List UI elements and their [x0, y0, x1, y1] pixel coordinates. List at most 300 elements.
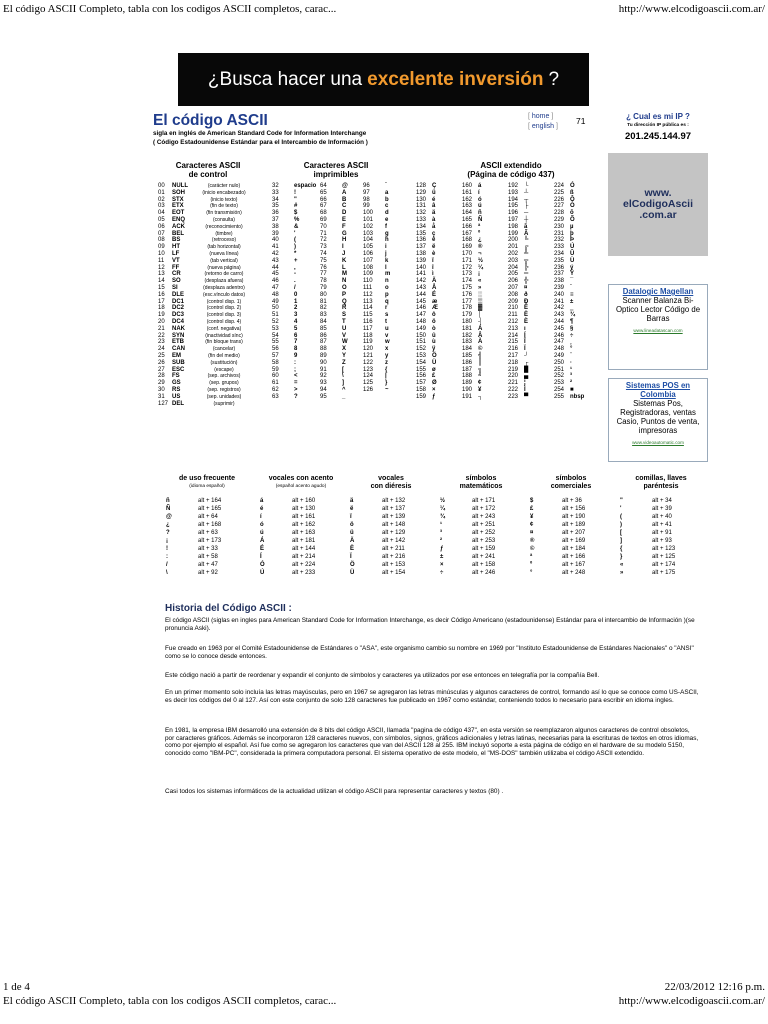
char-row	[416, 210, 456, 217]
char-description: (control disp. 3)	[206, 312, 242, 319]
char-code: 58	[272, 359, 279, 366]
char-glyph: Õ	[570, 216, 575, 223]
char-code: 129	[416, 189, 427, 196]
char-glyph: CR	[172, 271, 181, 278]
char-row	[508, 251, 548, 258]
printable-chars-header: Caracteres ASCII imprimibles	[303, 161, 369, 179]
char-glyph: )	[294, 244, 296, 251]
usage-row	[344, 505, 438, 513]
char-row	[363, 360, 403, 367]
extended-col-3	[508, 183, 548, 401]
home-link[interactable]: home	[531, 113, 550, 120]
char-description: (control disp. 2)	[206, 305, 242, 312]
char-code: 82	[320, 305, 327, 312]
char-glyph: »	[478, 284, 482, 291]
char-row	[158, 278, 268, 285]
char-row	[508, 278, 548, 285]
char-row	[158, 373, 268, 380]
char-code: 86	[320, 332, 327, 339]
usage-row	[160, 569, 254, 577]
print-header-title: El código ASCII Completo, tabla con los codigos ASCII completos, carac...	[3, 3, 337, 15]
char-row	[363, 224, 403, 231]
char-glyph: Ï	[524, 346, 526, 353]
char-row	[462, 183, 502, 190]
char-row	[554, 285, 604, 292]
char-code: 116	[363, 318, 373, 325]
usage-row	[254, 569, 348, 577]
char-row	[272, 319, 312, 326]
char-row	[272, 203, 312, 210]
char-code: 37	[272, 216, 279, 223]
char-glyph: ¸	[570, 339, 572, 346]
char-glyph: «	[478, 278, 482, 285]
char-row	[363, 237, 403, 244]
ad-title[interactable]: Sistemas POS en Colombia	[625, 381, 691, 399]
char-glyph: }	[385, 380, 388, 387]
char-code: 127	[158, 400, 169, 407]
char-glyph: f	[385, 223, 387, 230]
char-row	[462, 312, 502, 319]
site-logo-box[interactable]	[608, 153, 708, 256]
char-row	[272, 258, 312, 265]
usage-row	[160, 521, 254, 529]
usage-glyph: ä	[350, 498, 354, 504]
char-row	[508, 292, 548, 299]
char-row	[158, 346, 268, 353]
usage-glyph: ]	[620, 538, 622, 544]
usage-row	[524, 569, 618, 577]
char-glyph: h	[385, 237, 389, 244]
char-code: 184	[462, 346, 473, 353]
char-row	[416, 183, 456, 190]
char-code: 112	[363, 291, 373, 298]
char-code: 61	[272, 380, 279, 387]
char-code: 63	[272, 393, 279, 400]
char-code: 188	[462, 373, 473, 380]
usage-keycode: alt + 130	[292, 506, 316, 512]
char-code: 198	[508, 223, 519, 230]
char-row	[272, 373, 312, 380]
char-code: 157	[416, 380, 427, 387]
char-row	[462, 373, 502, 380]
char-code: 154	[416, 359, 427, 366]
char-row	[272, 285, 312, 292]
char-code: 189	[462, 380, 473, 387]
char-glyph: :	[294, 359, 296, 366]
char-glyph: !	[294, 189, 296, 196]
char-glyph: ¾	[570, 312, 576, 319]
char-code: 03	[158, 203, 165, 210]
char-row	[363, 312, 403, 319]
char-glyph: FS	[172, 373, 180, 380]
char-row	[158, 401, 268, 408]
char-row	[158, 224, 268, 231]
usage-keycode: alt + 243	[472, 514, 496, 520]
char-glyph: Ý	[570, 271, 575, 278]
char-glyph: P	[342, 291, 347, 298]
usage-row	[614, 545, 708, 553]
char-glyph: w	[385, 339, 390, 346]
char-glyph: l	[385, 264, 387, 271]
char-glyph: nbsp	[570, 393, 585, 400]
char-row	[363, 197, 403, 204]
printable-col-3	[363, 183, 403, 394]
char-code: 59	[272, 366, 279, 373]
char-row	[363, 326, 403, 333]
char-row	[320, 203, 360, 210]
usage-glyph: ƒ	[440, 546, 444, 552]
char-code: 49	[272, 298, 279, 305]
usage-glyph: ®	[530, 538, 535, 544]
char-code: 110	[363, 278, 373, 285]
control-chars-table	[158, 183, 268, 407]
char-row	[554, 333, 604, 340]
char-code: 251	[554, 366, 565, 373]
char-description: (fin de texto)	[210, 203, 238, 210]
char-code: 23	[158, 339, 165, 346]
char-row	[158, 305, 268, 312]
side-ad-datalogic[interactable]	[608, 284, 708, 370]
char-row	[363, 380, 403, 387]
char-row	[416, 339, 456, 346]
char-code: 44	[272, 264, 279, 271]
usage-keycode: alt + 211	[382, 546, 405, 552]
char-row	[554, 292, 604, 299]
ad-banner[interactable]	[178, 53, 589, 106]
usage-keycode: alt + 137	[382, 506, 406, 512]
usage-glyph: ©	[530, 546, 535, 552]
char-glyph: %	[294, 216, 300, 223]
char-row	[320, 305, 360, 312]
char-row	[320, 237, 360, 244]
control-chars-header: Caracteres ASCII de control	[175, 161, 241, 179]
char-glyph: ╔	[524, 244, 529, 251]
char-code: 47	[272, 284, 279, 291]
char-glyph: j	[385, 250, 387, 257]
char-description: (escape)	[214, 366, 234, 373]
char-glyph: Ò	[570, 203, 575, 210]
char-code: 152	[416, 346, 427, 353]
char-code: 140	[416, 264, 427, 271]
char-glyph: ó	[478, 196, 482, 203]
char-glyph: ■	[570, 386, 574, 393]
char-glyph: Ã	[524, 230, 529, 237]
char-row	[462, 380, 502, 387]
char-code: 99	[363, 203, 370, 210]
char-glyph: N	[342, 278, 347, 285]
char-description: (cancelar)	[212, 346, 236, 353]
char-glyph: T	[342, 318, 346, 325]
char-glyph: è	[432, 250, 436, 257]
usage-group-subtitle: (idioma español)	[189, 483, 225, 489]
char-row	[320, 231, 360, 238]
char-glyph: @	[342, 183, 348, 189]
char-row	[508, 210, 548, 217]
char-code: 186	[462, 359, 473, 366]
char-code: 153	[416, 352, 427, 359]
usage-keycode: alt + 174	[652, 562, 676, 568]
char-row	[158, 231, 268, 238]
char-glyph: D	[342, 210, 347, 217]
char-glyph: LF	[172, 250, 180, 257]
usage-row	[344, 553, 438, 561]
char-row	[272, 346, 312, 353]
char-code: 11	[158, 257, 165, 264]
usage-glyph: ó	[260, 522, 264, 528]
char-code: 242	[554, 305, 565, 312]
char-glyph: ┐	[478, 393, 483, 400]
char-description: (fin del medio)	[208, 352, 240, 359]
char-code: 16	[158, 291, 165, 298]
char-glyph: DC1	[172, 298, 185, 305]
char-row	[320, 292, 360, 299]
char-code: 150	[416, 332, 427, 339]
char-code: 46	[272, 278, 279, 285]
char-glyph: ò	[432, 325, 436, 332]
char-row	[462, 292, 502, 299]
char-row	[554, 210, 604, 217]
char-code: 166	[462, 223, 473, 230]
char-row	[416, 373, 456, 380]
char-code: 216	[508, 346, 519, 353]
char-glyph: ö	[432, 318, 436, 325]
usage-row	[160, 553, 254, 561]
usage-keycode: alt + 41	[652, 522, 672, 528]
char-row	[272, 224, 312, 231]
char-glyph: ┴	[524, 189, 529, 196]
usage-row	[614, 497, 708, 505]
char-code: 253	[554, 380, 565, 387]
usage-keycode: alt + 156	[562, 506, 586, 512]
char-row	[554, 251, 604, 258]
char-glyph: ╦	[524, 257, 529, 264]
char-code: 247	[554, 339, 565, 346]
char-glyph: ü	[432, 189, 436, 196]
char-code: 54	[272, 332, 279, 339]
char-row	[158, 339, 268, 346]
char-row	[508, 360, 548, 367]
usage-row	[254, 537, 348, 545]
char-code: 02	[158, 196, 165, 203]
char-description: (inicio texto)	[210, 196, 238, 203]
char-row	[508, 190, 548, 197]
char-code: 95	[320, 393, 327, 400]
usage-row	[254, 497, 348, 505]
char-code: 122	[363, 359, 374, 366]
char-row	[416, 203, 456, 210]
char-code: 149	[416, 325, 427, 332]
char-glyph: ¶	[570, 318, 574, 325]
char-code: 160	[462, 183, 473, 189]
char-code: 147	[416, 312, 427, 319]
char-glyph: DC3	[172, 312, 185, 319]
char-code: 224	[554, 183, 565, 189]
char-glyph: VT	[172, 257, 180, 264]
usage-keycode: alt + 253	[472, 538, 496, 544]
char-glyph: ╣	[478, 352, 483, 359]
char-glyph: ÷	[570, 332, 574, 339]
char-description: (suprimir)	[213, 400, 235, 407]
char-code: 155	[416, 366, 427, 373]
char-row	[320, 387, 360, 394]
english-link[interactable]: english	[531, 123, 555, 130]
char-row	[272, 278, 312, 285]
usage-glyph: ¾	[440, 514, 446, 520]
char-row	[272, 244, 312, 251]
char-code: 192	[508, 183, 519, 189]
char-row	[508, 367, 548, 374]
banner-text: ¿Busca hacer una	[207, 68, 363, 90]
ad-url[interactable]: www.lineadatascan.com	[633, 328, 683, 333]
usage-keycode: alt + 241	[472, 554, 496, 560]
char-code: 75	[320, 257, 327, 264]
char-code: 18	[158, 305, 165, 312]
char-code: 170	[462, 250, 473, 257]
char-row	[363, 217, 403, 224]
usage-glyph: º	[530, 562, 533, 568]
char-code: 228	[554, 210, 565, 217]
usage-group-title: de uso frecuente	[178, 475, 235, 482]
char-row	[416, 346, 456, 353]
char-code: 117	[363, 325, 373, 332]
char-code: 252	[554, 373, 565, 380]
usage-keycode: alt + 189	[562, 522, 586, 528]
char-glyph: ╬	[524, 278, 529, 285]
char-code: 35	[272, 203, 279, 210]
char-code: 104	[363, 237, 374, 244]
char-glyph: ¹	[570, 366, 572, 373]
usage-glyph: (	[620, 514, 622, 520]
char-row	[363, 278, 403, 285]
usage-row	[344, 497, 438, 505]
char-glyph: ┤	[478, 318, 483, 325]
char-code: 195	[508, 203, 519, 210]
usage-glyph: á	[260, 498, 264, 504]
char-code: 43	[272, 257, 279, 264]
usage-keycode: alt + 47	[198, 562, 218, 568]
char-row	[272, 333, 312, 340]
usage-row	[524, 537, 618, 545]
usage-glyph: Á	[260, 538, 265, 544]
char-glyph: c	[385, 203, 389, 210]
char-code: 10	[158, 250, 165, 257]
usage-row	[614, 569, 708, 577]
char-glyph: ß	[570, 189, 574, 196]
char-row	[554, 265, 604, 272]
ip-title[interactable]: ¿ Cual es mi IP ?	[626, 112, 690, 121]
char-row	[320, 285, 360, 292]
usage-glyph: ½	[440, 498, 446, 504]
char-row	[462, 360, 502, 367]
char-code: 131	[416, 203, 427, 210]
char-glyph: ý	[570, 264, 574, 271]
char-code: 30	[158, 386, 165, 393]
char-row	[320, 326, 360, 333]
char-glyph: y	[385, 352, 389, 359]
usage-glyph: ×	[440, 562, 444, 568]
usage-glyph: Ó	[260, 562, 265, 568]
char-row	[272, 292, 312, 299]
char-row	[462, 299, 502, 306]
char-glyph: Ê	[524, 305, 529, 312]
char-row	[554, 197, 604, 204]
char-code: 53	[272, 325, 279, 332]
char-code: 190	[462, 386, 473, 393]
char-code: 66	[320, 196, 327, 203]
char-glyph: ETB	[172, 339, 184, 346]
usage-keycode: alt + 166	[562, 554, 586, 560]
usage-keycode: alt + 132	[382, 498, 406, 504]
char-row	[508, 271, 548, 278]
char-code: 09	[158, 244, 165, 251]
char-code: 176	[462, 291, 473, 298]
char-row	[272, 271, 312, 278]
char-glyph: ┬	[524, 196, 529, 203]
char-glyph: ø	[432, 366, 436, 373]
char-row	[158, 367, 268, 374]
usage-group-title: vocales	[378, 475, 404, 482]
char-glyph: ±	[570, 298, 574, 305]
char-glyph: x	[385, 346, 389, 353]
char-row	[416, 312, 456, 319]
char-code: 00	[158, 183, 165, 189]
char-row	[158, 237, 268, 244]
usage-row	[524, 545, 618, 553]
ad-title[interactable]: Datalogic Magellan	[622, 287, 694, 296]
usage-group-list	[344, 497, 438, 577]
char-glyph: .	[294, 278, 296, 285]
usage-glyph: í	[260, 514, 262, 520]
char-row	[554, 231, 604, 238]
usage-row	[344, 545, 438, 553]
usage-group-list	[434, 497, 528, 577]
usage-glyph: ¥	[530, 514, 534, 520]
side-ad-pos[interactable]	[608, 378, 708, 462]
char-code: 12	[158, 264, 165, 271]
usage-group-header	[344, 475, 438, 490]
usage-row	[434, 569, 528, 577]
char-glyph: Ä	[432, 278, 437, 285]
char-code: 36	[272, 210, 279, 217]
usage-row	[614, 537, 708, 545]
usage-glyph: ë	[350, 506, 354, 512]
char-row	[462, 210, 502, 217]
char-glyph: í	[478, 189, 480, 196]
char-row	[508, 203, 548, 210]
char-row	[272, 251, 312, 258]
char-row	[554, 373, 604, 380]
nav-links: [ home ] [ english ]	[528, 113, 558, 130]
char-glyph: W	[342, 339, 348, 346]
char-description: (reconocimiento)	[205, 223, 243, 230]
usage-row	[434, 537, 528, 545]
char-code: 92	[320, 373, 327, 380]
ad-url[interactable]: www.videoautomatic.com	[632, 440, 684, 445]
char-row	[158, 251, 268, 258]
char-code: 144	[416, 291, 427, 298]
char-code: 89	[320, 352, 327, 359]
char-glyph: a	[385, 189, 389, 196]
char-glyph: Á	[478, 325, 483, 332]
char-code: 249	[554, 352, 565, 359]
char-glyph: ║	[478, 359, 483, 366]
char-glyph: ╗	[478, 366, 483, 373]
char-code: 180	[462, 318, 473, 325]
char-row	[320, 380, 360, 387]
char-glyph: ·	[570, 359, 572, 366]
char-row	[462, 339, 502, 346]
history-paragraph: En un primer momento solo incluía las letras mayúsculas, pero en 1967 se agregaron las letras minúsculas y algunos caracteres de control, formando así lo que se conoce como US-ASCII, es decir los códigos del 0 al 127. Así con este conjunto de solo 128 caracteres fue publicado en 1967 como estándar, conteniendo todos lo necesario para escribir en idioma ingles.	[165, 689, 699, 704]
